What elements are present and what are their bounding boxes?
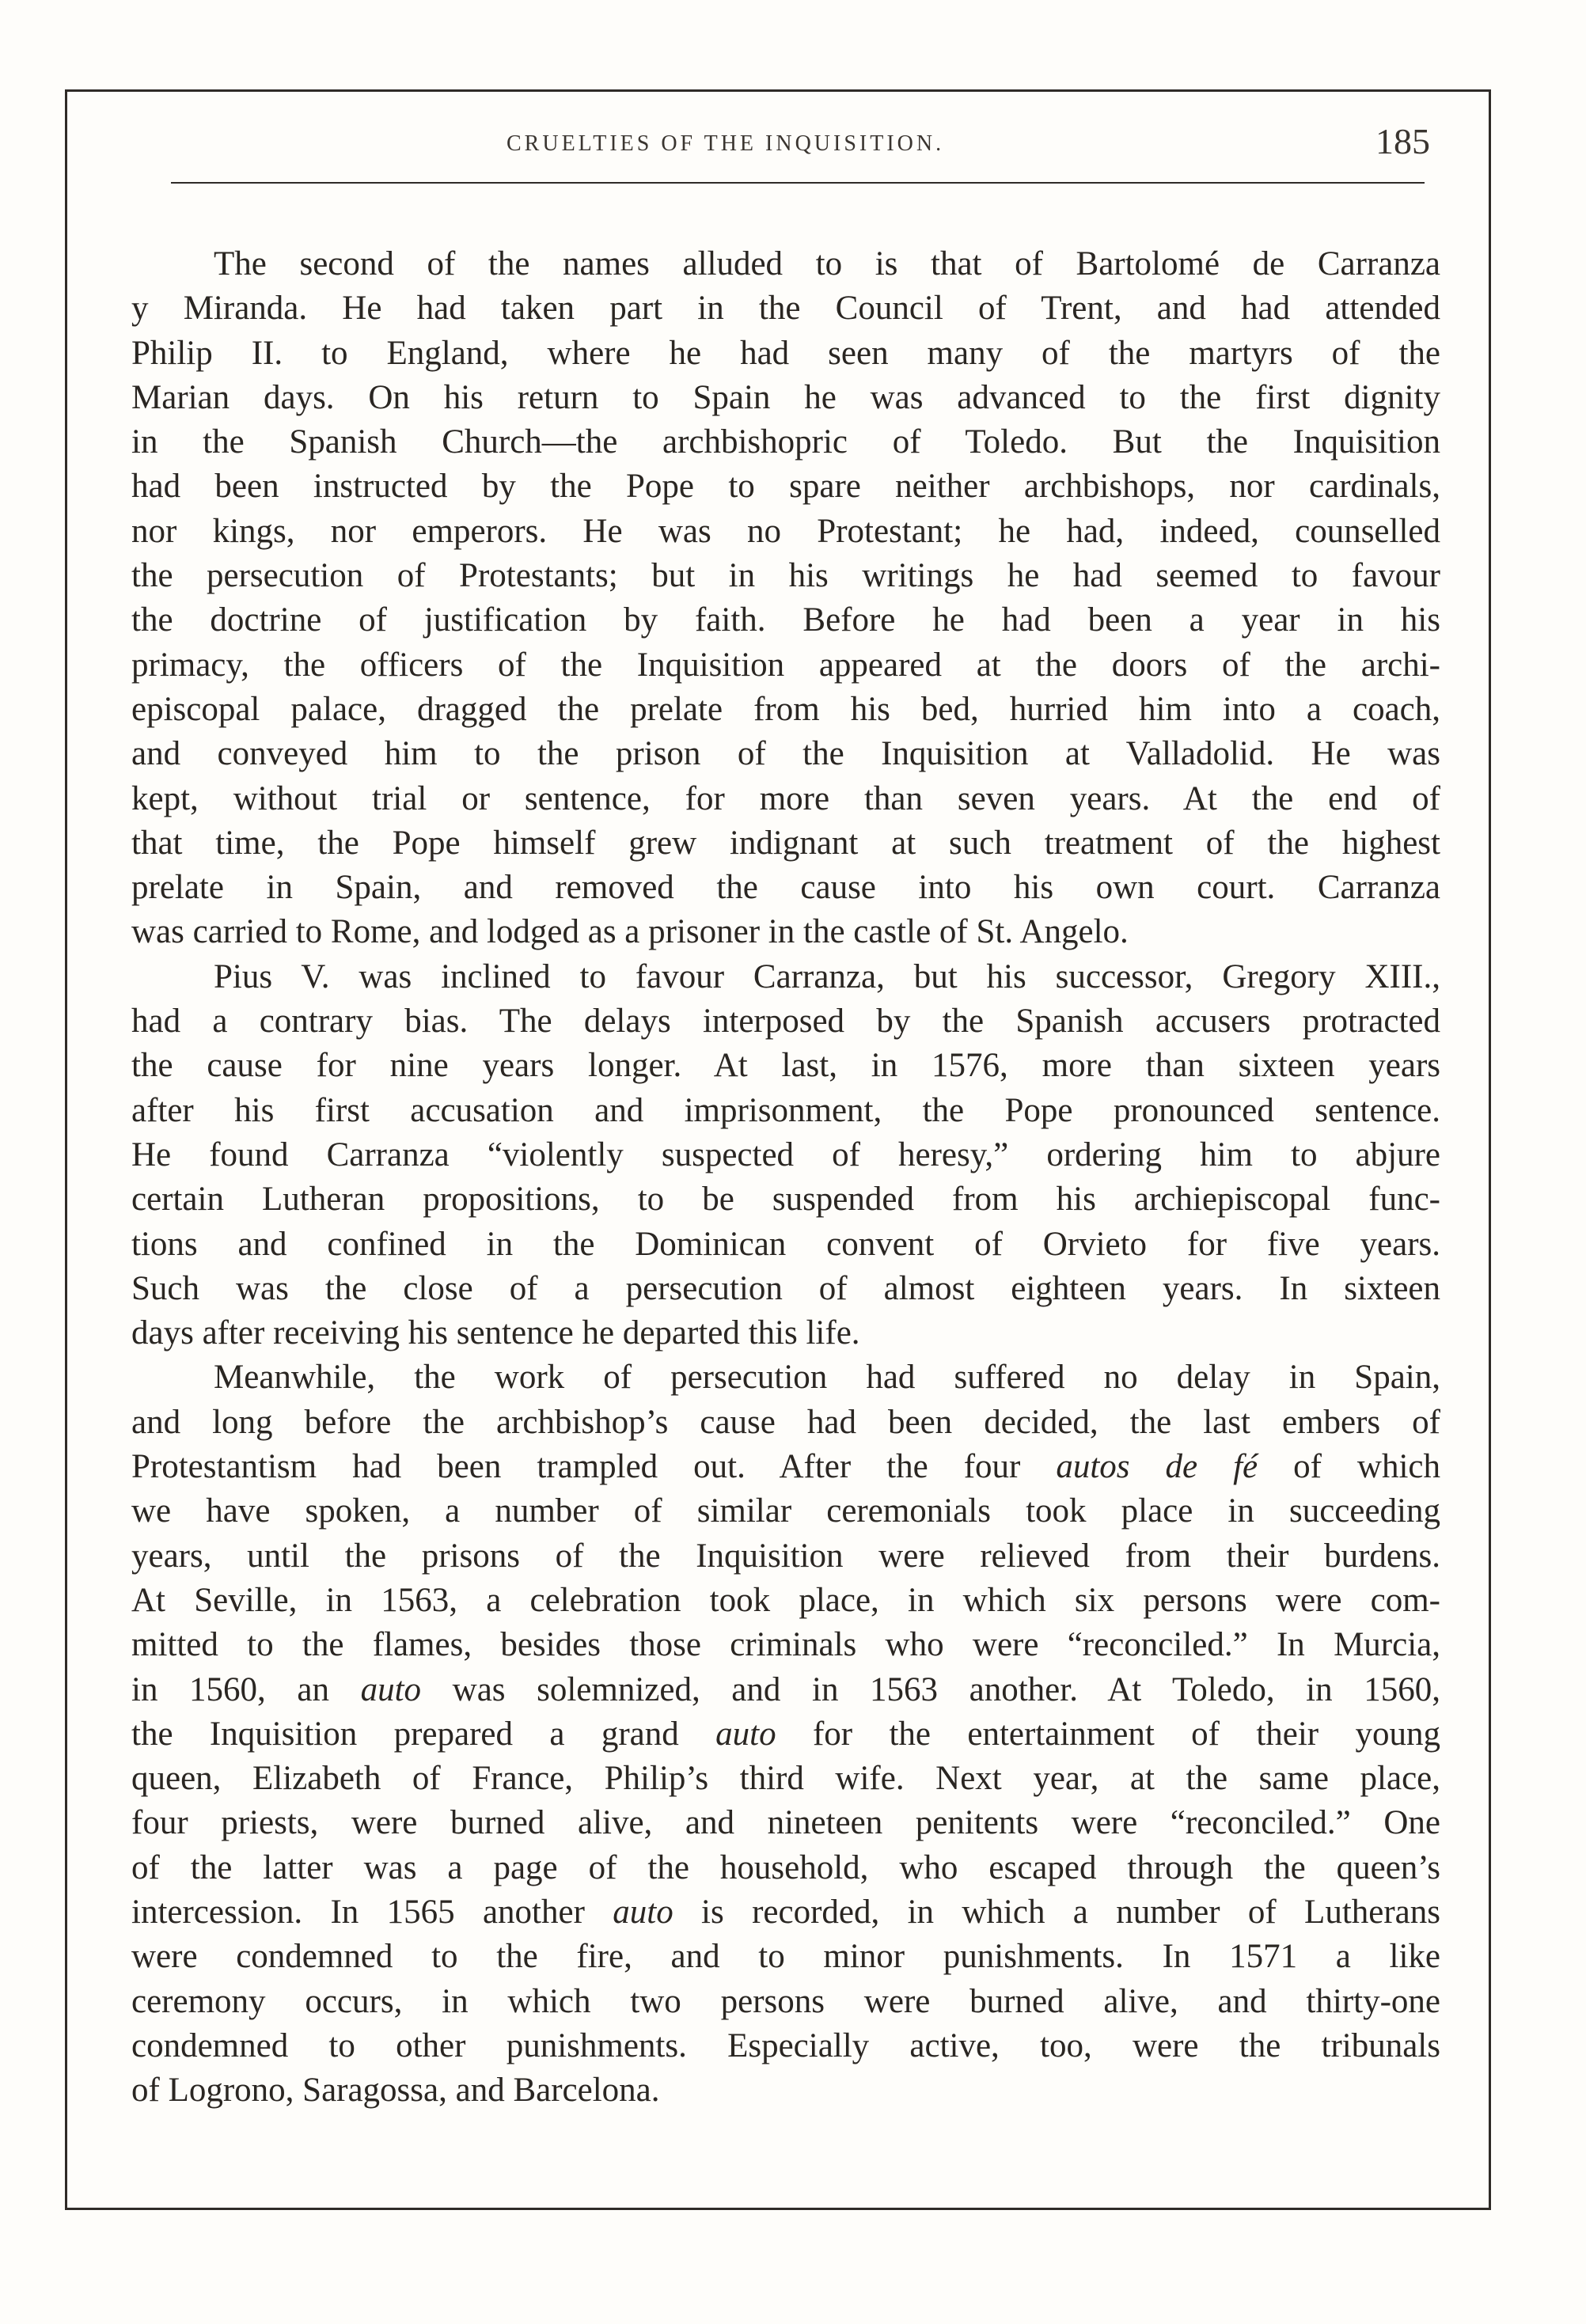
text-segment: the cause for nine years longer. At last, in 1576, more than sixteen years [131, 1047, 1440, 1085]
text-line [131, 1267, 1440, 1311]
right-border-rule [1489, 89, 1491, 2210]
text-segment: that time, the Pope himself grew indignant at such treatment of the highest [131, 824, 1440, 862]
text-segment: the persecution of Protestants; but in his writings he had seemed to favour [131, 557, 1440, 595]
text-segment: is recorded, in which a number of Lutherans [673, 1893, 1440, 1931]
text-segment: and conveyed him to the prison of the Inquisition at Valladolid. He was [131, 735, 1440, 773]
top-border-rule [65, 89, 1491, 92]
text-line [131, 1712, 1440, 1757]
text-segment: y Miranda. He had taken part in the Council of Trent, and had attended [131, 290, 1440, 328]
text-line [131, 1044, 1440, 1088]
text-segment: Pius V. was inclined to favour Carranza, but his successor, Gregory XIII., [214, 957, 1440, 995]
text-segment: mitted to the flames, besides those criminals who were “reconciled.” In Murcia, [131, 1626, 1440, 1664]
text-segment: primacy, the officers of the Inquisition appeared at the doors of the archi- [131, 646, 1440, 684]
text-line [131, 643, 1440, 688]
text-segment: was solemnized, and in 1563 another. At Toledo, in 1560, [421, 1670, 1440, 1708]
text-line [131, 1445, 1440, 1489]
text-line [131, 821, 1440, 866]
text-line [131, 866, 1440, 910]
text-line [131, 332, 1440, 376]
text-segment: the doctrine of justification by faith. Before he had been a year in his [131, 601, 1440, 639]
text-segment: He found Carranza “violently suspected of heresy,” ordering him to abjure [131, 1135, 1440, 1173]
text-line [131, 732, 1440, 776]
text-line [131, 1489, 1440, 1534]
text-line [131, 1177, 1440, 1222]
text-segment: in the Spanish Church—the archbishopric of Toledo. But the Inquisition [131, 423, 1440, 461]
text-segment: years, until the prisons of the Inquisition were relieved from their burdens. [131, 1537, 1440, 1575]
text-segment: was carried to Rome, and lodged as a prisoner in the castle of St. Angelo. [131, 913, 1129, 951]
text-line [131, 1935, 1440, 1979]
text-segment: four priests, were burned alive, and nineteen penitents were “reconciled.” One [131, 1804, 1440, 1842]
text-segment: of which [1258, 1448, 1440, 1486]
text-line [131, 777, 1440, 821]
text-line [131, 464, 1440, 509]
text-segment: had a contrary bias. The delays interposed by the Spanish accusers protracted [131, 1003, 1440, 1041]
text-line [131, 1890, 1440, 1935]
text-segment: intercession. In 1565 another [131, 1893, 613, 1931]
text-segment: nor kings, nor emperors. He was no Protestant; he had, indeed, counselled [131, 512, 1440, 550]
text-segment: of Logrono, Saragossa, and Barcelona. [131, 2072, 660, 2110]
page-number: 185 [1375, 121, 1430, 161]
text-segment: episcopal palace, dragged the prelate from his bed, hurried him into a coach, [131, 690, 1440, 728]
header-underline-rule [171, 182, 1425, 184]
text-segment: days after receiving his sentence he departed this life. [131, 1314, 860, 1352]
italic-text: auto [715, 1715, 776, 1753]
text-line [131, 376, 1440, 420]
text-segment: The second of the names alluded to is that of Bartolomé de Carranza [214, 245, 1440, 282]
text-line [131, 598, 1440, 643]
text-segment: the Inquisition prepared a grand [131, 1715, 716, 1753]
text-segment: ceremony occurs, in which two persons were burned alive, and thirty-one [131, 1982, 1440, 2020]
text-line [131, 554, 1440, 598]
running-head: CRUELTIES OF THE INQUISITION. [507, 131, 945, 156]
text-line [131, 1623, 1440, 1667]
text-segment: of the latter was a page of the household, who escaped through the queen’s [131, 1848, 1440, 1886]
text-line [131, 1757, 1440, 1801]
text-line [131, 1355, 1440, 1400]
text-segment: Protestantism had been trampled out. After the four [131, 1448, 1057, 1486]
text-segment: were condemned to the fire, and to minor punishments. In 1571 a like [131, 1938, 1440, 1976]
text-line [131, 1311, 1440, 1355]
text-line [131, 955, 1440, 999]
text-segment: and long before the archbishop’s cause had been decided, the last embers of [131, 1403, 1440, 1441]
text-segment: queen, Elizabeth of France, Philip’s third wife. Next year, at the same place, [131, 1760, 1440, 1798]
text-segment: Philip II. to England, where he had seen many of the martyrs of the [131, 334, 1440, 372]
text-line [131, 242, 1440, 286]
text-line [131, 510, 1440, 554]
text-line [131, 1579, 1440, 1623]
text-segment: condemned to other punishments. Especially active, too, were the tribunals [131, 2026, 1440, 2064]
bottom-border-rule [65, 2208, 1491, 2210]
text-line [131, 1801, 1440, 1845]
text-line [131, 910, 1440, 954]
text-segment: Marian days. On his return to Spain he was advanced to the first dignity [131, 378, 1440, 416]
text-line [131, 286, 1440, 331]
text-segment: Such was the close of a persecution of almost eighteen years. In sixteen [131, 1269, 1440, 1307]
text-segment: we have spoken, a number of similar ceremonials took place in succeeding [131, 1492, 1440, 1530]
text-line [131, 420, 1440, 464]
text-segment: after his first accusation and imprisonment, the Pope pronounced sentence. [131, 1091, 1440, 1129]
text-segment: kept, without trial or sentence, for more than seven years. At the end of [131, 779, 1440, 817]
text-segment: At Seville, in 1563, a celebration took place, in which six persons were com- [131, 1581, 1440, 1619]
text-line [131, 1401, 1440, 1445]
text-line [131, 2024, 1440, 2068]
left-border-rule [65, 89, 67, 2210]
text-segment: had been instructed by the Pope to spare neither archbishops, nor cardinals, [131, 468, 1440, 506]
body-text [131, 242, 1440, 2113]
text-segment: prelate in Spain, and removed the cause into his own court. Carranza [131, 869, 1440, 907]
italic-text: autos de fé [1056, 1448, 1258, 1486]
italic-text: auto [613, 1893, 673, 1931]
text-line [131, 1846, 1440, 1890]
text-line [131, 999, 1440, 1044]
text-line [131, 1089, 1440, 1133]
text-segment: tions and confined in the Dominican convent of Orvieto for five years. [131, 1225, 1440, 1263]
text-line [131, 1223, 1440, 1267]
text-line [131, 1980, 1440, 2024]
text-segment: in 1560, an [131, 1670, 361, 1708]
text-segment: certain Lutheran propositions, to be suspended from his archiepiscopal func- [131, 1181, 1440, 1219]
text-line [131, 1133, 1440, 1177]
text-line [131, 1534, 1440, 1579]
italic-text: auto [360, 1670, 422, 1708]
text-segment: for the entertainment of their young [776, 1715, 1440, 1753]
text-segment: Meanwhile, the work of persecution had suffered no delay in Spain, [214, 1359, 1440, 1397]
text-line [131, 2068, 1440, 2113]
text-line [131, 1668, 1440, 1712]
text-line [131, 688, 1440, 732]
